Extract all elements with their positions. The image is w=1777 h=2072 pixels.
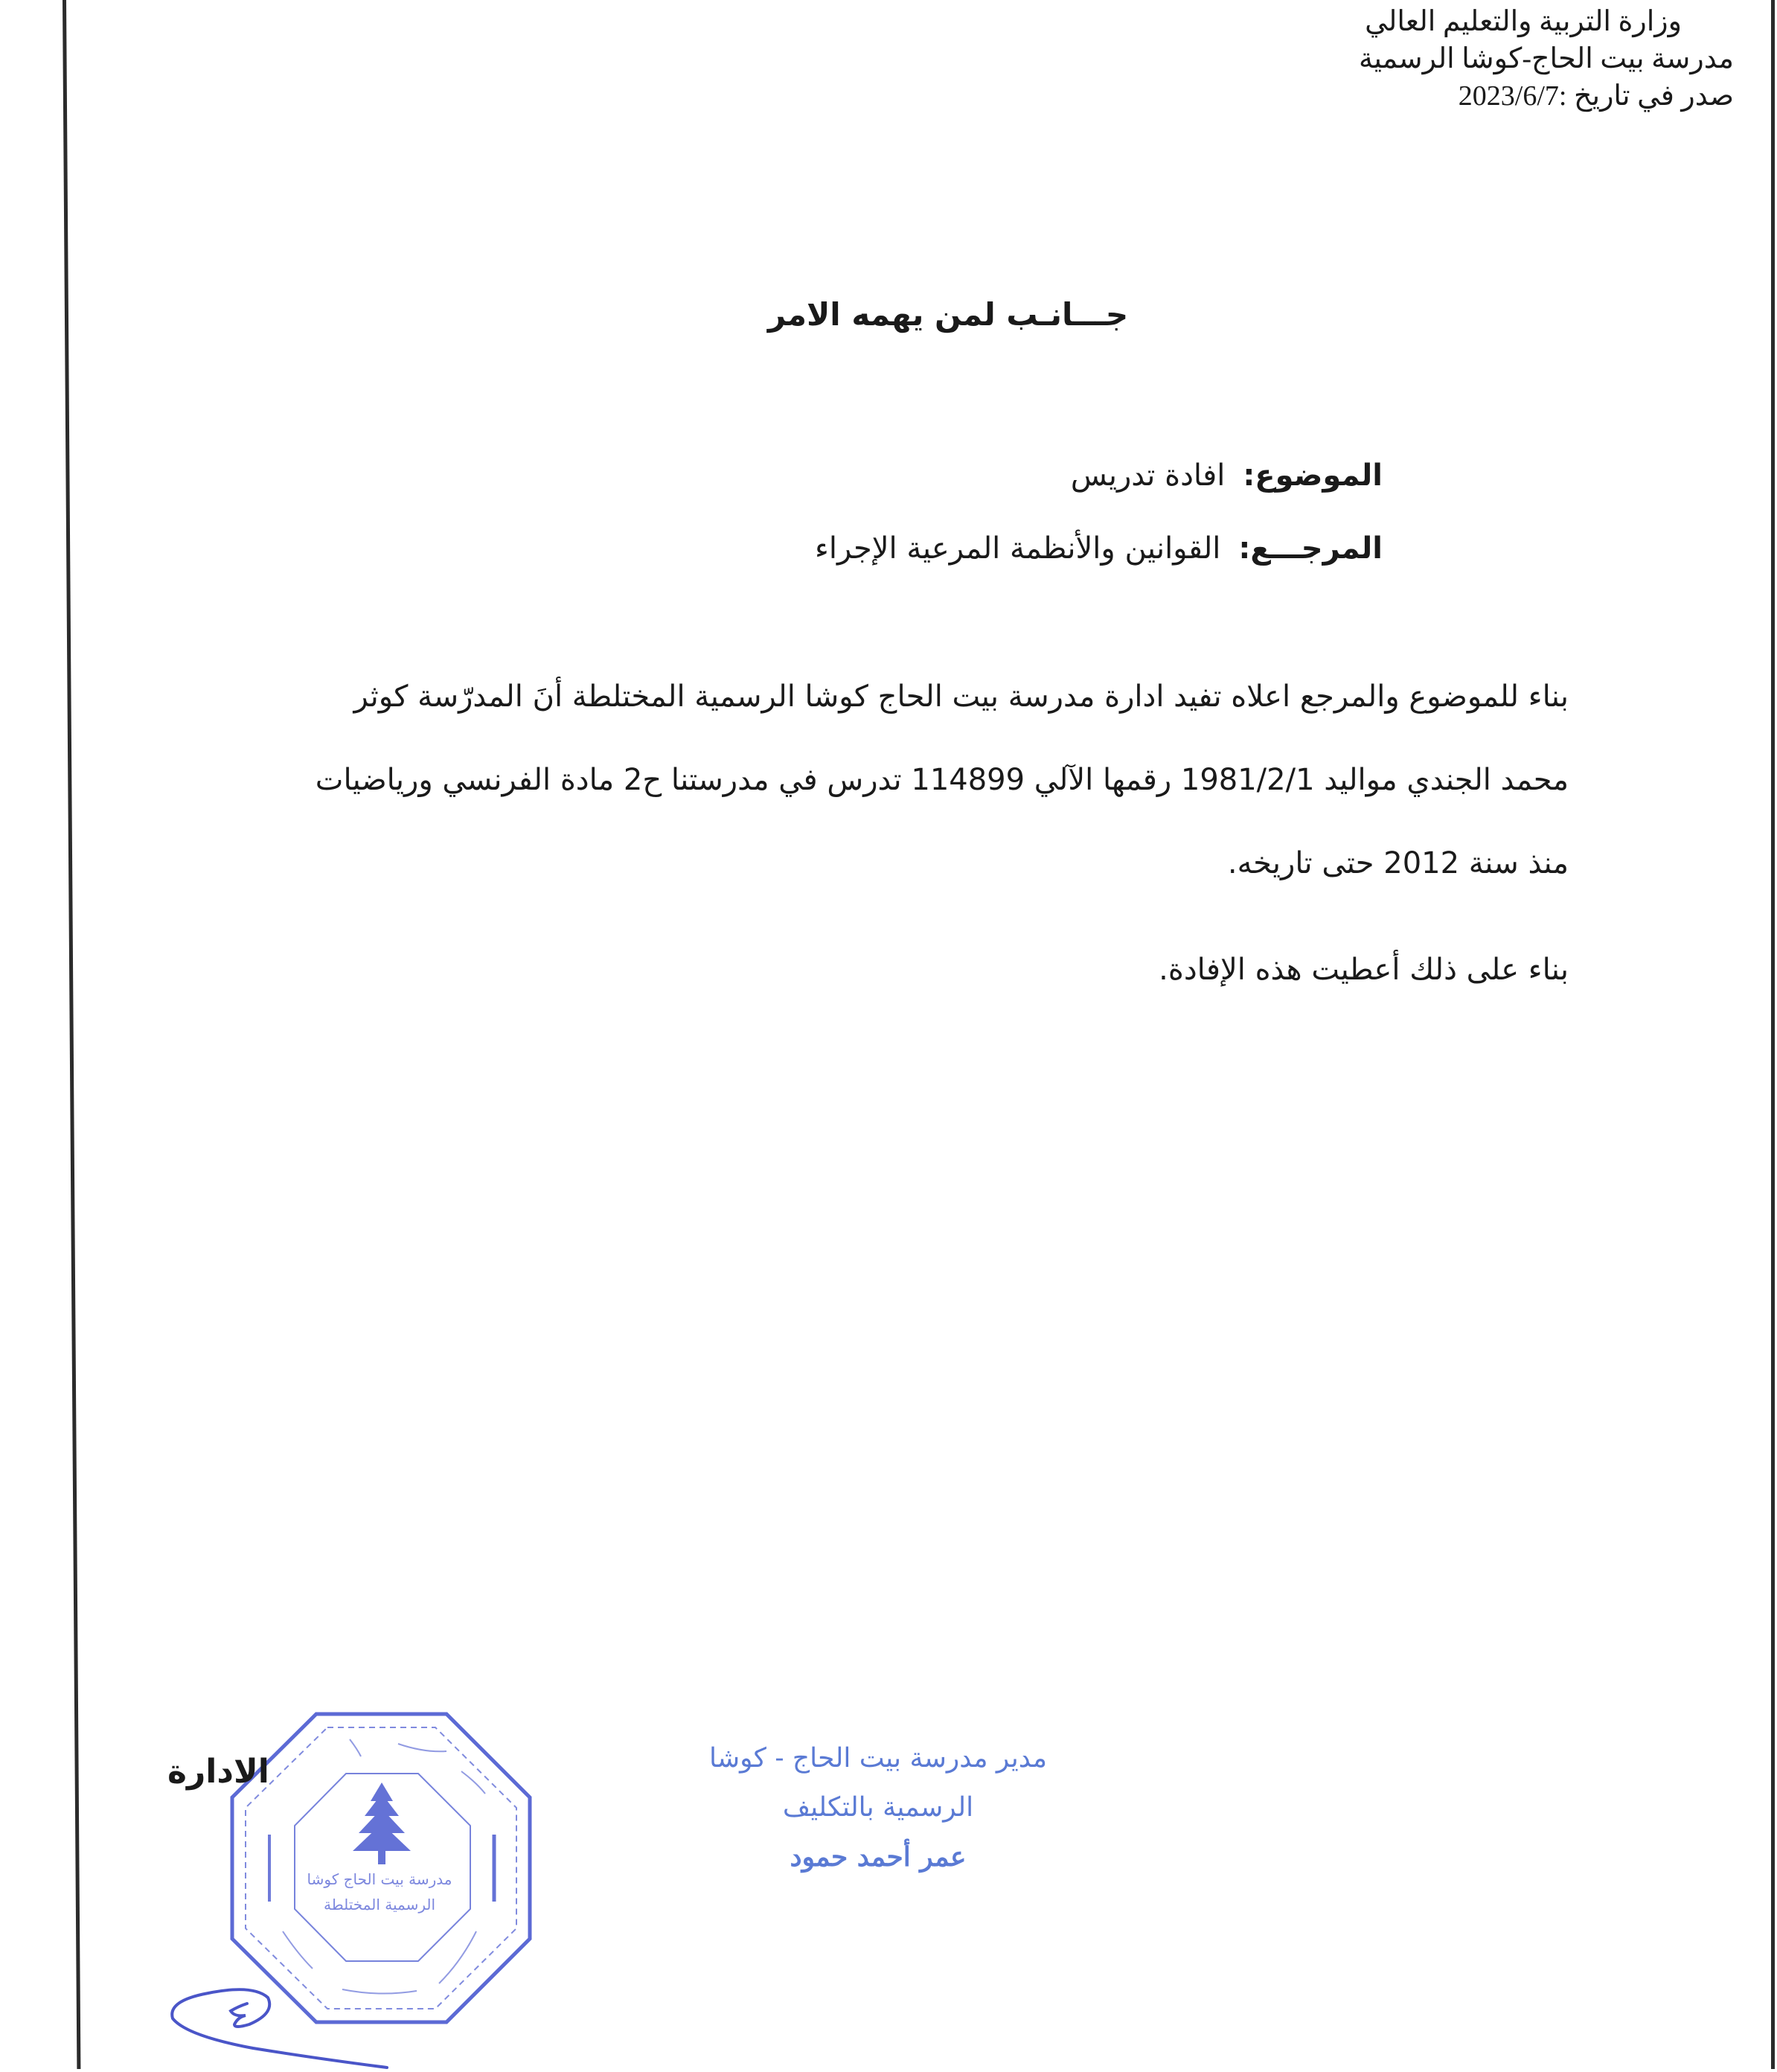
title-text: جـــانـب لمن يهمه الامر [767,296,1129,333]
issue-date-value: 2023/6/7 [1458,80,1559,112]
reference-label: المرجـــع: [1238,531,1383,566]
body-line-2: محمد الجندي مواليد 1981/2/1 رقمها الآلي 114899 تدرس في مدرستنا ح2 مادة الفرنسي ورياضيات [315,763,1569,797]
issue-date-label: صدر في تاريخ : [1558,80,1734,112]
signature-scribble-icon [164,1980,402,2069]
signature-block [655,1734,1101,1881]
letterhead [1213,3,1734,115]
signatory-title-line-2: الرسمية بالتكليف [782,1792,974,1823]
document-title [0,296,1777,333]
signatory-name: عمر أحمد حمود [790,1841,967,1873]
body-line-1: بناء للموضوع والمرجع اعلاه تفيد ادارة مدرسة بيت الحاج كوشا الرسمية المختلطة أنَ المدرّسة كوثر [353,680,1569,714]
stamp-inner-line-2: الرسمية المختلطة [323,1896,436,1913]
ministry-name: وزارة التربية والتعليم العالي [1365,6,1682,37]
cedar-icon [353,1782,411,1864]
administration-label: الادارة [167,1753,269,1791]
stamp-inner-line-1: مدرسة بيت الحاج كوشا [307,1870,452,1888]
closing-statement: بناء على ذلك أعطيت هذه الإفادة. [1159,953,1569,987]
reference-value: القوانين والأنظمة المرعية الإجراء [815,531,1221,566]
certificate-body [170,655,1569,905]
signatory-title-line-1: مدير مدرسة بيت الحاج - كوشا [709,1743,1047,1774]
handwritten-signature [164,1980,402,2069]
body-line-3: منذ سنة 2012 حتى تاريخه. [1227,846,1569,880]
school-name: مدرسة بيت الحاج-كوشا الرسمية [1358,43,1734,74]
subject-value: افادة تدريس [1070,458,1226,493]
issue-date-line [1213,77,1734,115]
reference-row [266,512,1383,585]
subject-reference-block [266,439,1383,585]
subject-row [266,439,1383,512]
subject-label: الموضوع: [1243,458,1383,493]
